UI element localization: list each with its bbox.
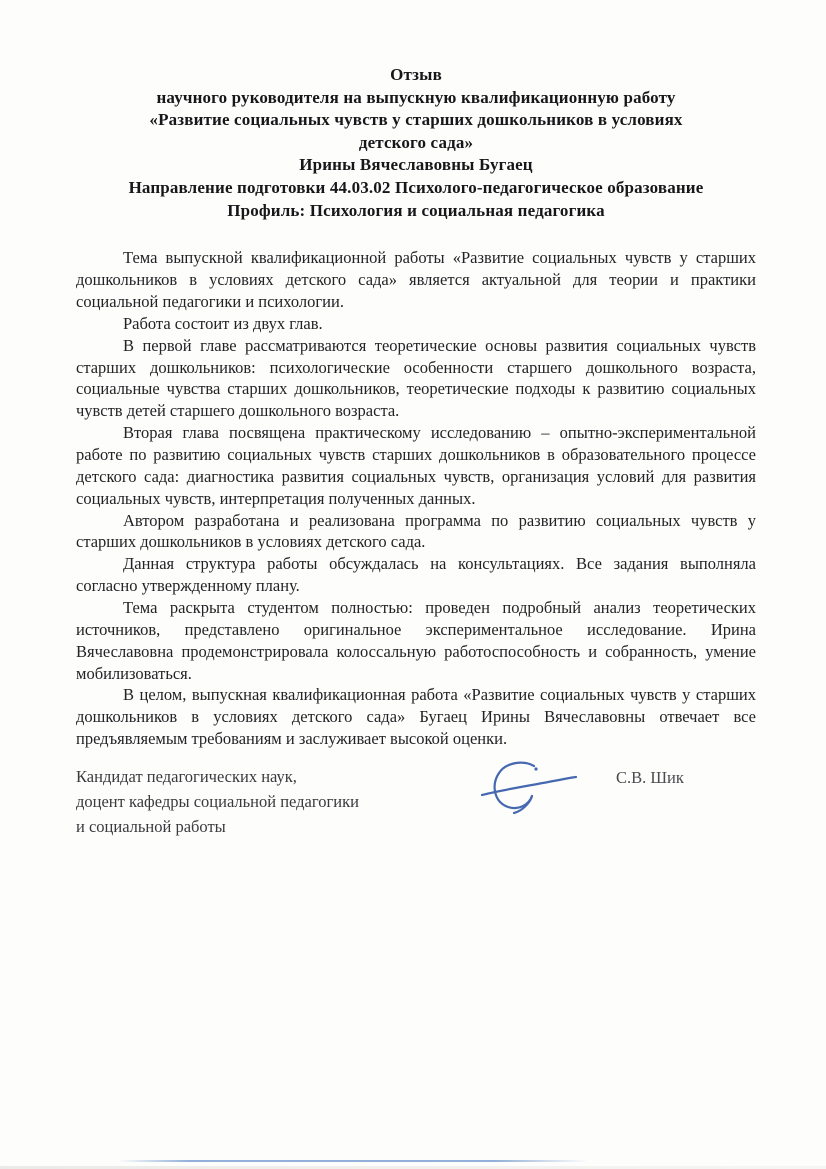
signer-name: С.В. Шик: [616, 768, 684, 788]
paragraph: Тема раскрыта студентом полностью: проведен подробный анализ теоретических источников, представлено оригинальное экспериментальное исследование. Ирина Вячеславовна продемонстрировала колоссальную работоспособность и собранность, умение мобилизоваться.: [76, 598, 756, 683]
handwritten-signature-icon: [472, 759, 592, 828]
title-line: детского сада»: [358, 132, 474, 152]
document-body: [76, 247, 756, 750]
title-line: Ирины Вячеславовны Бугаец: [299, 155, 533, 175]
signature-block: [76, 765, 756, 839]
paragraph: Работа состоит из двух глав.: [123, 313, 323, 333]
title-line: Профиль: Психология и социальная педагогика: [227, 200, 605, 220]
title-line: научного руководителя на выпускную квалификационную работу: [156, 87, 676, 107]
paragraph: Данная структура работы обсуждалась на консультациях. Все задания выполняла согласно утвержденному плану.: [76, 554, 756, 596]
scan-artifact-line: [118, 1160, 588, 1162]
signer-title-line: Кандидат педагогических наук,: [76, 767, 297, 787]
signer-title-line: и социальной работы: [76, 816, 226, 836]
signer-title-line: доцент кафедры социальной педагогики: [76, 791, 359, 811]
title-line: Направление подготовки 44.03.02 Психолого-педагогическое образование: [128, 178, 704, 198]
title-line: Отзыв: [390, 65, 442, 84]
paragraph: В первой главе рассматриваются теоретические основы развития социальных чувств старших дошкольников: психологические особенности старшего дошкольного возраста, социальные чувства старших дошкольников, теоретические подходы к развитию социальных чувств детей старшего дошкольного возраста.: [76, 335, 756, 421]
document-title-block: [76, 64, 756, 222]
paragraph: В целом, выпускная квалификационная работа «Развитие социальных чувств у старших дошкольников в условиях детского сада» Бугаец Ирины Вячеславовны отвечает все предъявляемым требованиям и заслуживает высокой оценки.: [76, 685, 756, 749]
title-line: «Развитие социальных чувств у старших дошкольников в условиях: [149, 110, 683, 130]
paragraph: Тема выпускной квалификационной работы «Развитие социальных чувств у старших дошкольников в условиях детского сада» является актуальной для теории и практики социальной педагогики и психологии.: [76, 248, 756, 311]
paragraph: Вторая глава посвящена практическому исследованию – опытно-экспериментальной работе по развитию социальных чувств старших дошкольников в образовательного процессе детского сада: диагностика развития социальных чувств, организация условий для развития социальных чувств, интерпретация полученных данных.: [76, 423, 756, 508]
paragraph: Автором разработана и реализована программа по развитию социальных чувств у старших дошкольников в условиях детского сада.: [76, 510, 756, 552]
signer-title: [76, 765, 424, 839]
